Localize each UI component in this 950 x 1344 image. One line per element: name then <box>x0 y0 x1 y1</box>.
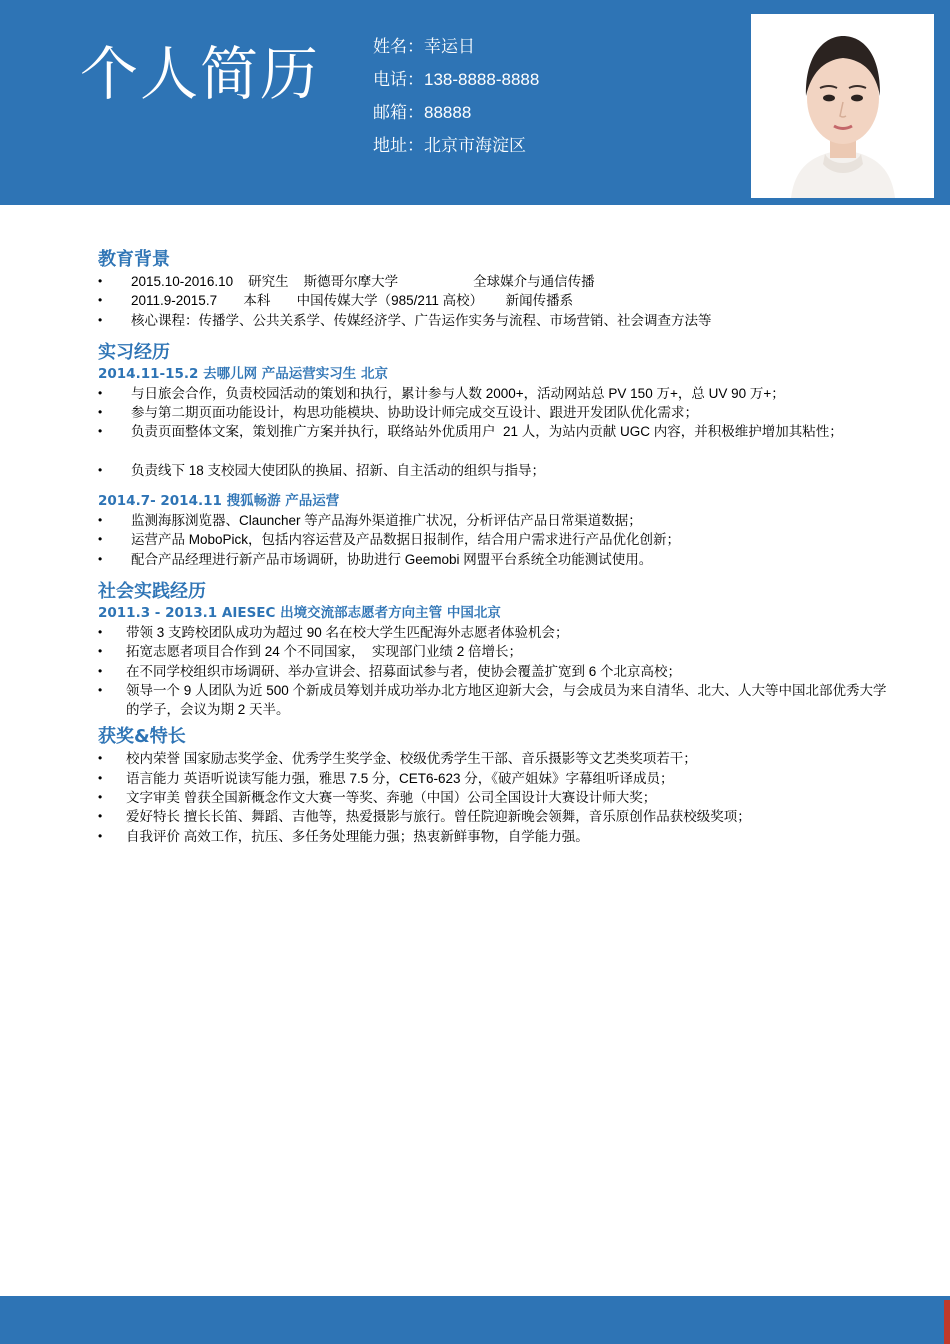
list-item: • 爱好特长 擅长长笛、舞蹈、吉他等，热爱摄影与旅行。曾任院迎新晚会领舞，音乐原创作品获校级奖项； <box>98 807 898 826</box>
list-item: • 带领 3 支跨校团队成功为超过 90 名在校大学生匹配海外志愿者体验机会； <box>98 623 898 642</box>
contact-address: 地址：北京市海淀区 <box>373 136 526 155</box>
education-item: • 2015.10-2016.10 研究生 斯德哥尔摩大学 全球媒介与通信传播 <box>98 272 898 291</box>
contact-name: 姓名：幸运日 <box>373 37 475 56</box>
profile-photo <box>751 14 934 198</box>
sohu-duties-list <box>98 511 898 569</box>
contact-email: 邮箱：88888 <box>373 103 472 122</box>
list-item: • 监测海豚浏览器、Clauncher 等产品海外渠道推广状况，分析评估产品日常渠道数据； <box>98 511 898 530</box>
contact-info <box>373 30 539 162</box>
resume-body <box>98 248 898 846</box>
list-item: • 配合产品经理进行新产品市场调研，协助进行 Geemobi 网盟平台系统全功能测试使用。 <box>98 550 898 569</box>
job-heading-aiesec: 2011.3 - 2013.1 AIESEC 出境交流部志愿者方向主管 中国北京 <box>98 604 501 621</box>
portrait-image <box>751 14 934 198</box>
section-title-awards: 获奖&特长 <box>98 726 186 748</box>
job-heading-sohu: 2014.7- 2014.11 搜狐畅游 产品运营 <box>98 493 340 510</box>
list-item: • 自我评价 高效工作，抗压、多任务处理能力强；热衷新鲜事物，自学能力强。 <box>98 827 898 846</box>
education-item: • 2011.9-2015.7 本科 中国传媒大学（985/211 高校） 新闻传播系 <box>98 291 898 310</box>
social-duties-list <box>98 623 898 719</box>
qunar-duties-list <box>98 384 898 442</box>
section-title-education: 教育背景 <box>98 249 170 270</box>
list-item: • 拓宽志愿者项目合作到 24 个不同国家， 实现部门业绩 2 倍增长； <box>98 642 898 661</box>
list-item: • 与日旅会合作，负责校园活动的策划和执行，累计参与人数 2000+，活动网站总 PV 150 万+，总 UV 90 万+； <box>98 384 898 403</box>
list-item: • 文字审美 曾获全国新概念作文大赛一等奖、奔驰（中国）公司全国设计大赛设计师大奖； <box>98 788 898 807</box>
awards-list <box>98 749 898 845</box>
education-list <box>98 272 898 330</box>
contact-phone: 电话：138-8888-8888 <box>373 70 540 89</box>
section-title-social: 社会实践经历 <box>98 580 206 602</box>
page-title: 个人简历 <box>80 40 321 108</box>
footer-accent <box>944 1300 950 1344</box>
section-title-internship: 实习经历 <box>98 341 170 363</box>
list-item: • 领导一个 9 人团队为近 500 个新成员筹划并成功举办北方地区迎新大会，与会成员为来自清华、北大、人大等中国北部优秀大学的学子，会议为期 2 天半。 <box>98 681 898 720</box>
list-item: • 在不同学校组织市场调研、举办宣讲会、招募面试参与者，使协会覆盖扩宽到 6 个北京高校； <box>98 662 898 681</box>
list-item: • 语言能力 英语听说读写能力强，雅思 7.5 分，CET6-623 分，《破产姐妹》字幕组听译成员； <box>98 769 898 788</box>
qunar-duties-list-cont <box>98 461 898 480</box>
list-item: • 校内荣誉 国家励志奖学金、优秀学生奖学金、校级优秀学生干部、音乐摄影等文艺类奖项若干； <box>98 749 898 768</box>
list-item: • 运营产品 MoboPick，包括内容运营及产品数据日报制作，结合用户需求进行产品优化创新； <box>98 530 898 549</box>
job-heading-qunar: 2014.11-15.2 去哪儿网 产品运营实习生 北京 <box>98 365 388 382</box>
header-banner <box>0 0 950 205</box>
footer-bar <box>0 1296 950 1344</box>
list-item: • 负责页面整体文案，策划推广方案并执行，联络站外优质用户 21 人，为站内贡献 UGC 内容，并积极维护增加其粘性； <box>98 422 898 441</box>
list-item: • 参与第二期页面功能设计，构思功能模块、协助设计师完成交互设计、跟进开发团队优化需求； <box>98 403 898 422</box>
education-item: • 核心课程：传播学、公共关系学、传媒经济学、广告运作实务与流程、市场营销、社会调查方法等 <box>98 311 898 330</box>
list-item: • 负责线下 18 支校园大使团队的换届、招新、自主活动的组织与指导； <box>98 461 898 480</box>
